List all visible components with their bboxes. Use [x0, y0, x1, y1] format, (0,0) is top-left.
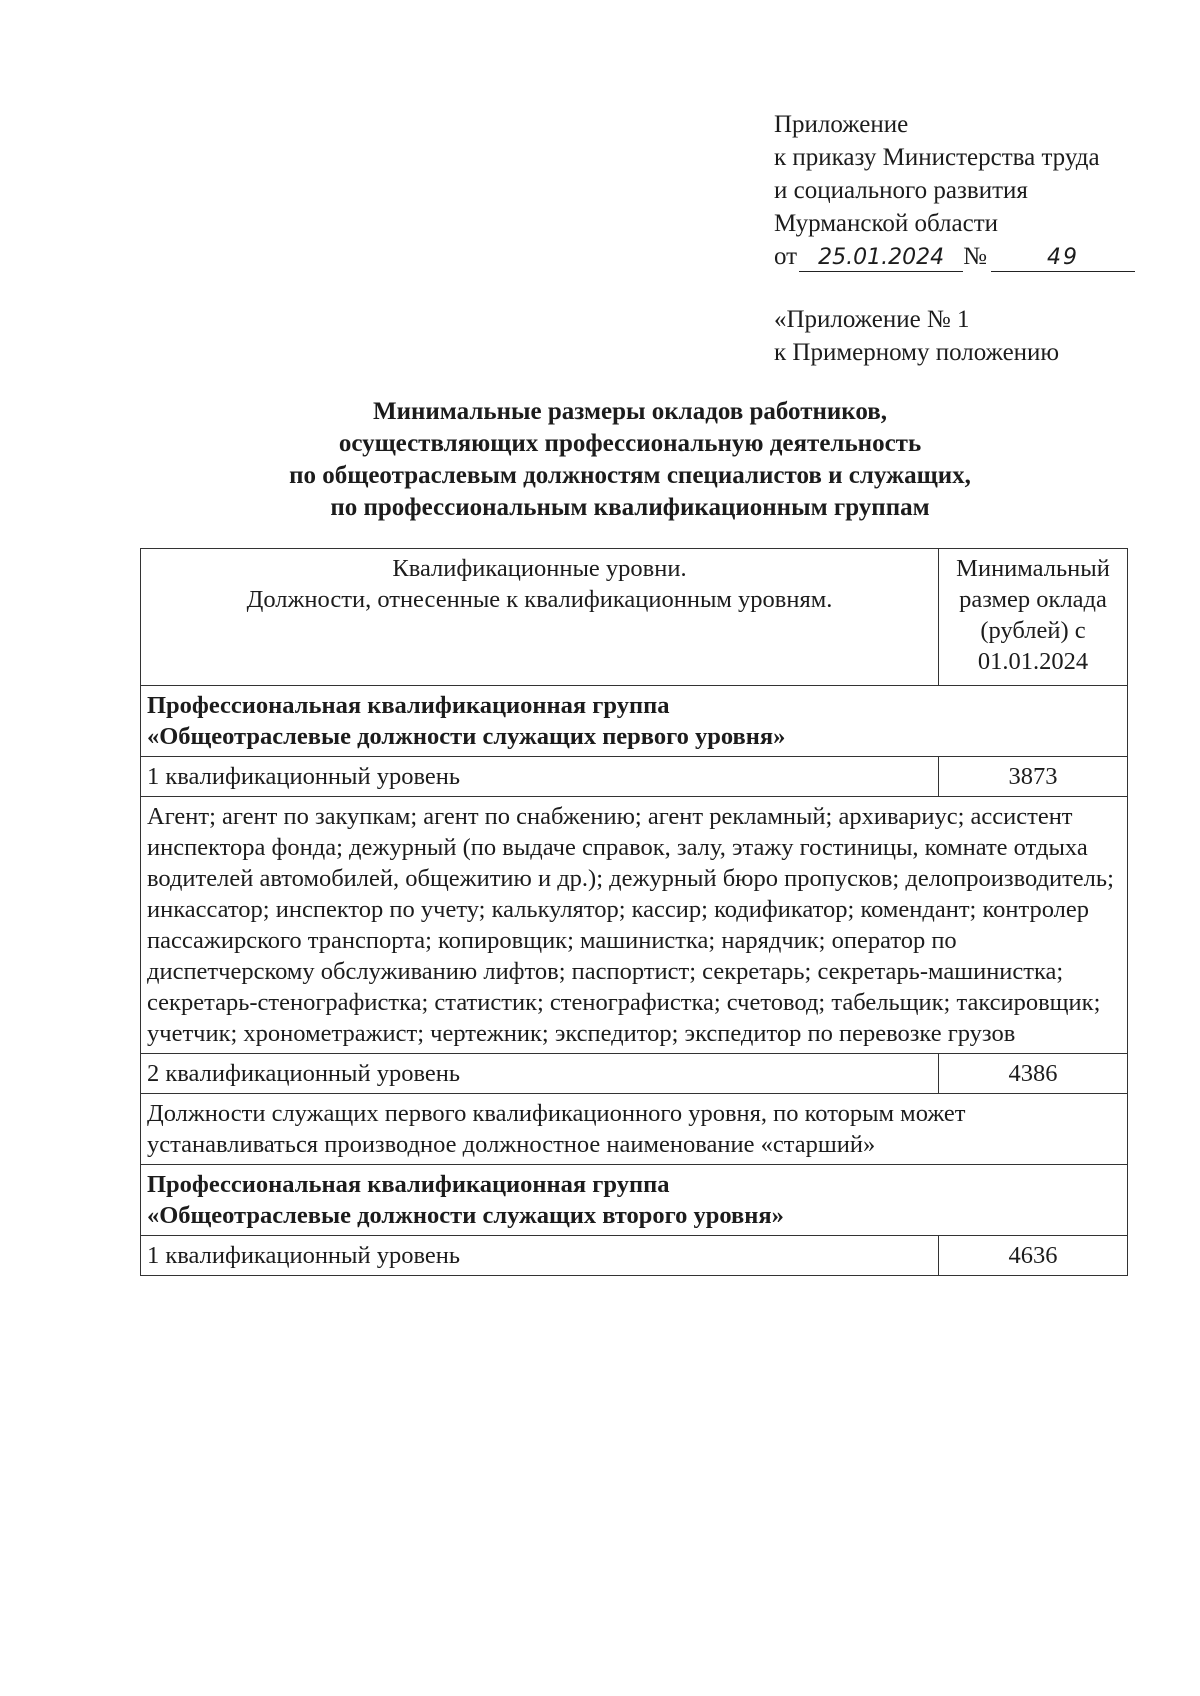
group-row	[141, 686, 1128, 757]
table-row	[141, 757, 1128, 797]
table-row	[141, 1094, 1128, 1165]
attachment-line-3: и социального развития	[774, 177, 1028, 204]
number-label: №	[963, 243, 987, 270]
table-row	[141, 797, 1128, 1054]
group-1-line-1: Профессиональная квалификационная группа	[147, 692, 670, 719]
date-prefix: от	[774, 243, 798, 270]
header-left-line-1: Квалификационные уровни.	[392, 555, 687, 582]
salary-table	[140, 548, 1128, 1276]
salary-value-cell: 4636	[939, 1236, 1128, 1276]
header-right-line-1: Минимальный	[956, 555, 1110, 582]
document-title	[150, 396, 1110, 524]
positions-cell: Должности служащих первого квалификационного уровня, по которым может устанавливаться производное должностное наименование «старший»	[141, 1094, 1128, 1165]
table-row	[141, 1236, 1128, 1276]
handwritten-number: 49	[991, 245, 1135, 272]
table-row	[141, 1054, 1128, 1094]
annex-block	[774, 303, 1174, 369]
annex-line-2: к Примерному положению	[774, 339, 1060, 366]
attachment-block	[774, 108, 1174, 273]
level-label-cell: 2 квалификационный уровень	[141, 1054, 939, 1094]
group-row	[141, 1165, 1128, 1236]
group-2-cell	[141, 1165, 1128, 1236]
order-date-number-line	[774, 240, 1174, 273]
header-levels-cell	[141, 549, 939, 686]
attachment-line-1: Приложение	[774, 111, 909, 138]
level-label-cell: 1 квалификационный уровень	[141, 1236, 939, 1276]
header-salary-cell	[939, 549, 1128, 686]
title-line-4: по профессиональным квалификационным группам	[330, 494, 930, 521]
group-2-line-2: «Общеотраслевые должности служащих второго уровня»	[147, 1202, 784, 1229]
group-1-line-2: «Общеотраслевые должности служащих первого уровня»	[147, 723, 786, 750]
header-right-line-2: размер оклада	[959, 586, 1107, 613]
handwritten-date: 25.01.2024	[799, 245, 963, 272]
title-line-3: по общеотраслевым должностям специалистов и служащих,	[289, 462, 971, 489]
table-header-row	[141, 549, 1128, 686]
header-left-line-2: Должности, отнесенные к квалификационным уровням.	[246, 586, 833, 613]
attachment-line-4: Мурманской области	[774, 210, 999, 237]
annex-line-1: «Приложение № 1	[774, 306, 970, 333]
title-line-2: осуществляющих профессиональную деятельность	[338, 430, 922, 457]
header-right-line-3: (рублей) с	[980, 617, 1086, 644]
title-line-1: Минимальные размеры окладов работников,	[372, 398, 888, 425]
salary-value-cell: 3873	[939, 757, 1128, 797]
salary-value-cell: 4386	[939, 1054, 1128, 1094]
level-label-cell: 1 квалификационный уровень	[141, 757, 939, 797]
group-1-cell	[141, 686, 1128, 757]
positions-cell: Агент; агент по закупкам; агент по снабжению; агент рекламный; архивариус; ассистент инспектора фонда; дежурный (по выдаче справок, залу, этажу гостиницы, комнате отдыха водителей автомобилей, общежитию и др.); дежурный бюро пропусков; делопроизводитель; инкассатор; инспектор по учету; калькулятор; кассир; кодификатор; комендант; контролер пассажирского транспорта; копировщик; машинистка; нарядчик; оператор по диспетчерскому обслуживанию лифтов; паспортист; секретарь; секретарь-машинистка; секретарь-стенографистка; статистик; стенографистка; счетовод; табельщик; таксировщик; учетчик; хронометражист; чертежник; экспедитор; экспедитор по перевозке грузов	[141, 797, 1128, 1054]
header-right-line-4: 01.01.2024	[977, 648, 1089, 675]
attachment-line-2: к приказу Министерства труда	[774, 144, 1100, 171]
group-2-line-1: Профессиональная квалификационная группа	[147, 1171, 670, 1198]
